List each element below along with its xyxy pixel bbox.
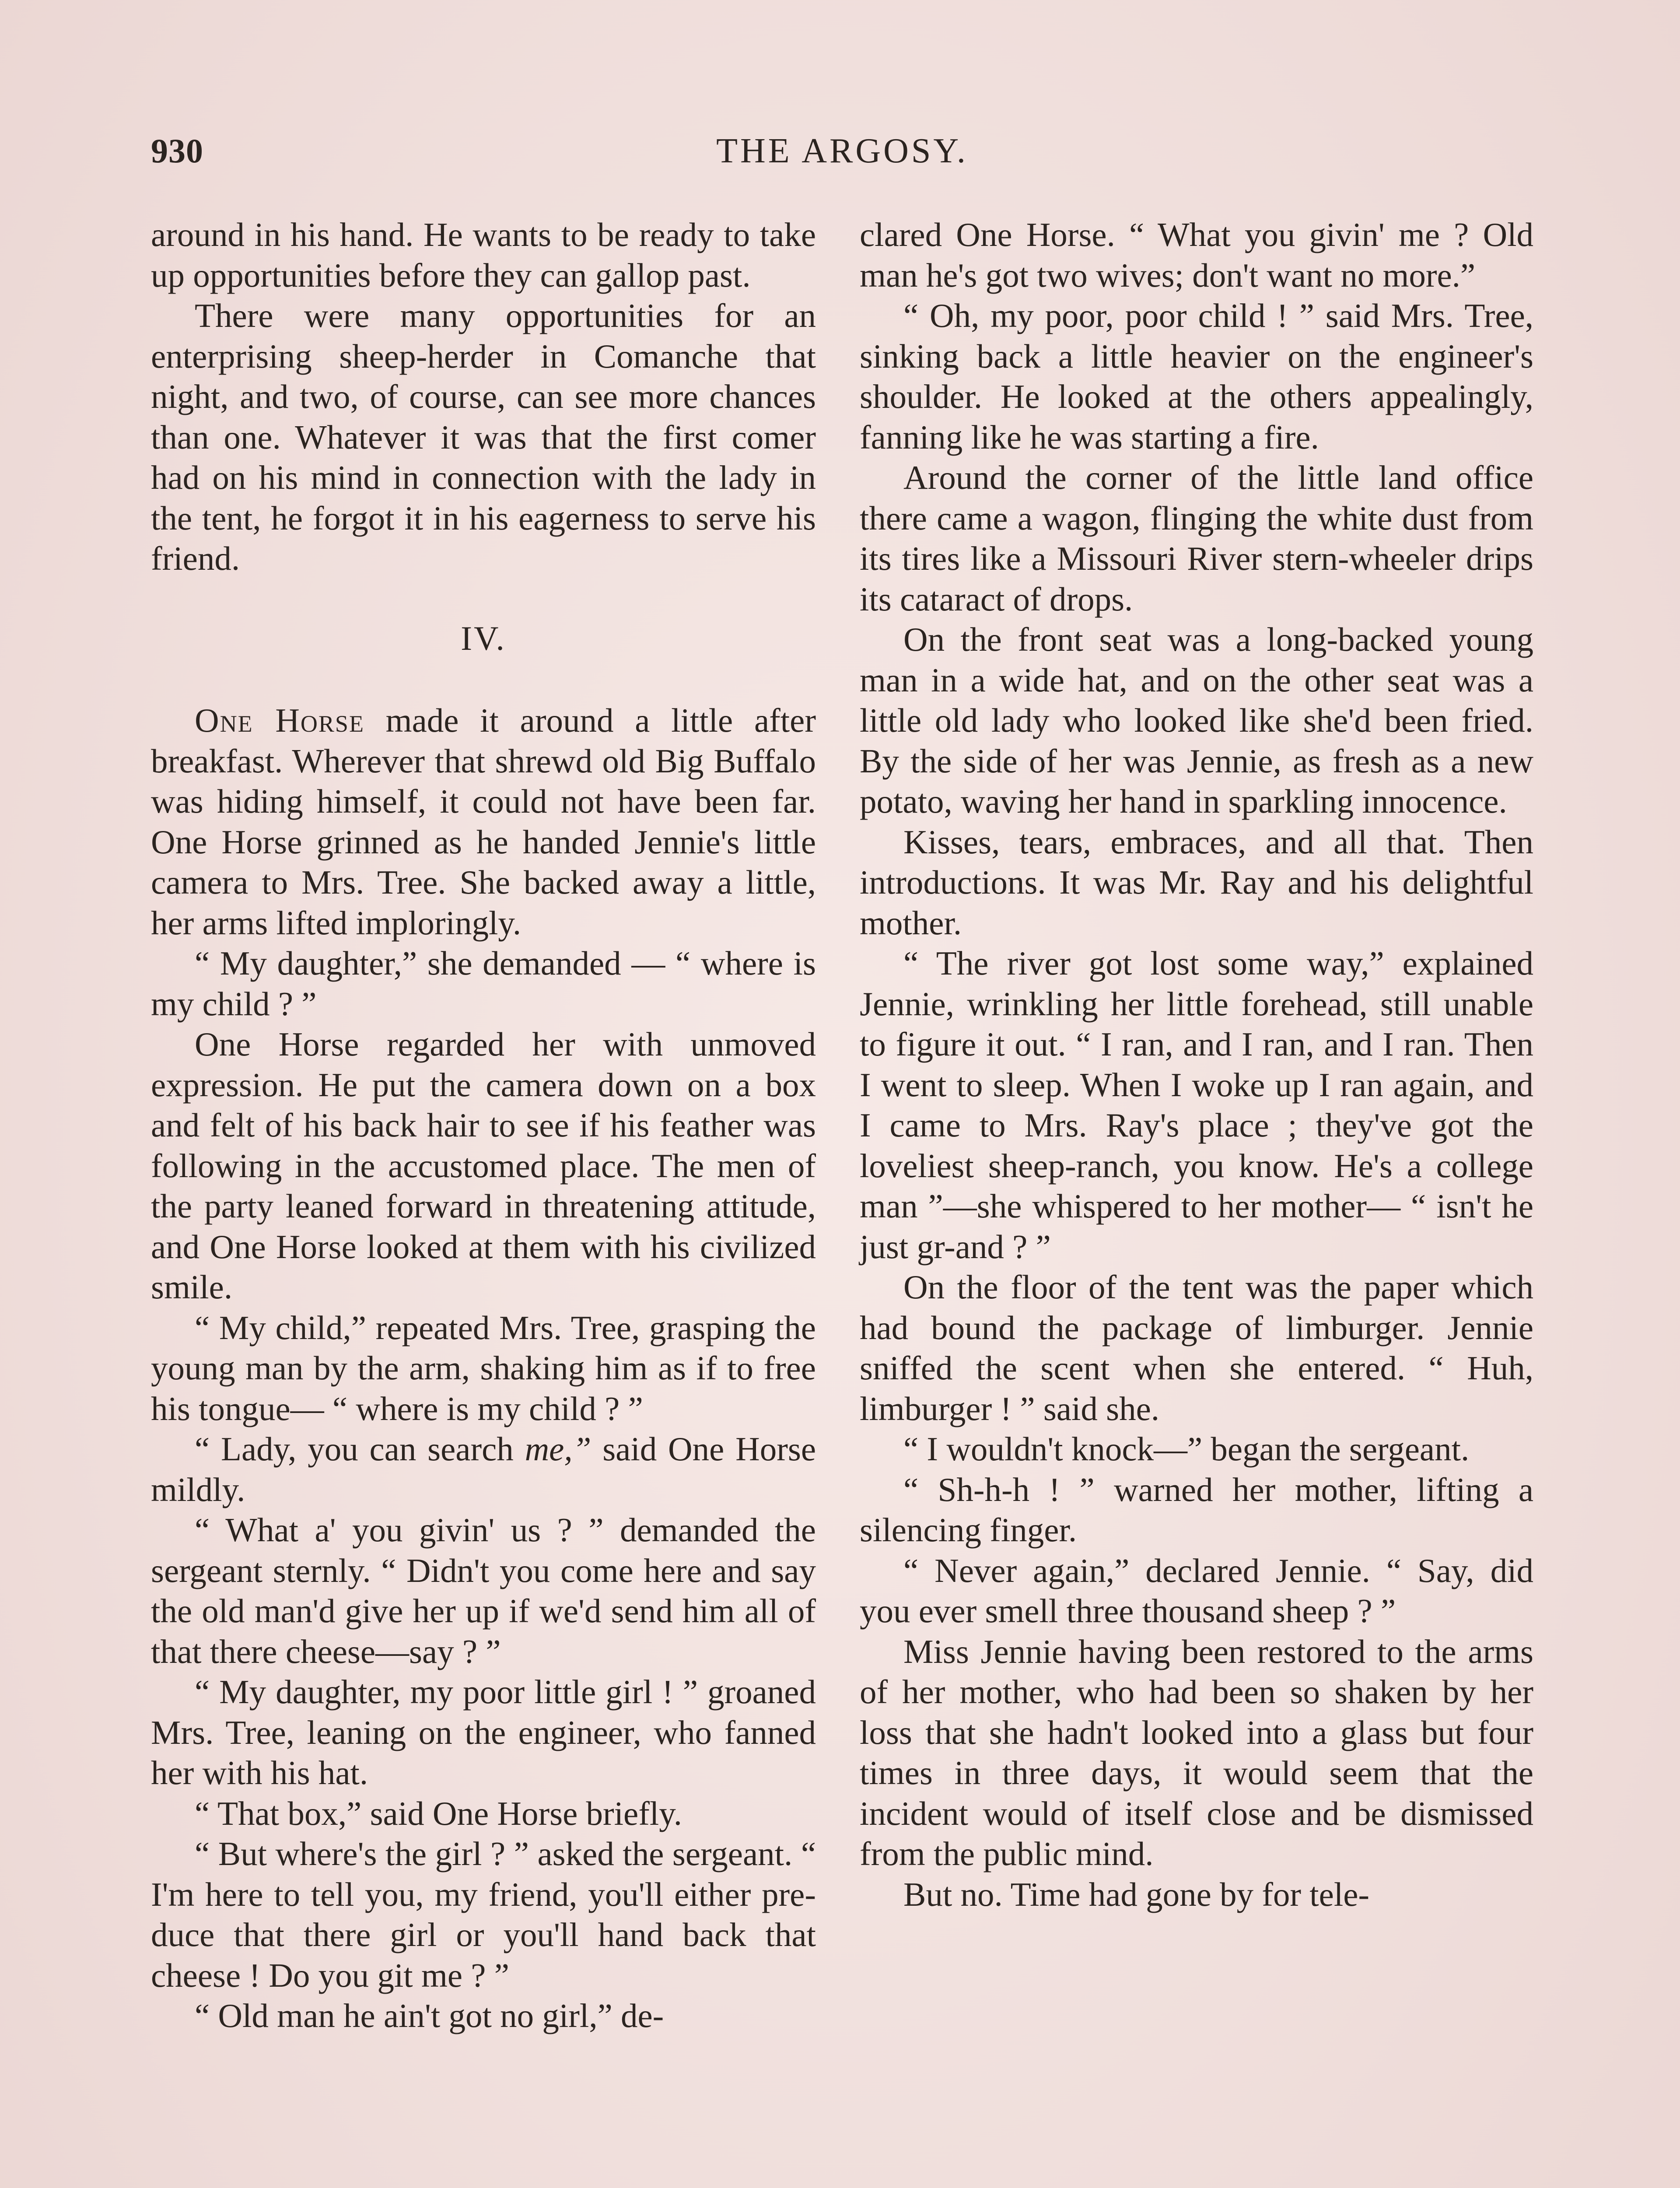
paragraph: “ What a' you givin' us ? ” demanded the sergeant sternly. “ Didn't you come here and say the old man'd give her up if we'd send him all of that there cheese—say ? ” — [151, 1511, 816, 1670]
paragraph: “ That box,” said One Horse briefly. — [195, 1794, 682, 1832]
paragraph: “ Sh-h-h ! ” warned her mother, lifting a silencing finger. — [860, 1470, 1533, 1549]
section-heading: IV. — [461, 619, 506, 657]
paragraph: One Horse regarded her with unmoved expression. He put the camera down on a box and felt of his back hair to see if his feather was following in the accustomed place. The men of the party leaned forward in threatening attitude, and One Horse looked at them with his civilized smile. — [151, 1025, 816, 1306]
paragraph: “ My child,” repeated Mrs. Tree, grasping the young man by the arm, shaking him as if to free his tongue— “ where is my child ? ” — [151, 1308, 816, 1427]
paragraph-text: made it around a little after breakfast. Wherever that shrewd old Big Buffalo was hiding himself, it could not have been far. One Horse grinned as he handed Jennie's little camera to Mrs. Tree. She backed away a little, her arms lifted imploringly. — [151, 701, 816, 942]
right-column — [860, 214, 1533, 1914]
italic-text: me,” — [525, 1430, 592, 1468]
paragraph: “ My daughter,” she demanded — “ where is my child ? ” — [151, 944, 816, 1023]
paragraph: Around the corner of the little land office there came a wagon, flinging the white dust from its tires like a Missouri River stern-wheeler drips its cataract of drops. — [860, 459, 1533, 618]
page-header — [151, 131, 1533, 179]
paragraph: “ But where's the girl ? ” asked the sergeant. “ I'm here to tell you, my friend, you'll either pre-duce that there girl or you'll hand back that cheese ! Do you git me ? ” — [151, 1835, 816, 1994]
paragraph: Kisses, tears, embraces, and all that. Then introductions. It was Mr. Ray and his delightful mother. — [860, 823, 1533, 942]
paragraph: “ The river got lost some way,” explained Jennie, wrinkling her little forehead, still unable to figure it out. “ I ran, and I ran, and I ran. Then I went to sleep. When I woke up I ran again, and I came to Mrs. Ray's place ; they've got the loveliest sheep-ranch, you know. He's a college man ”—she whispered to her mother— “ isn't he just gr-and ? ” — [860, 944, 1533, 1266]
paragraph: “ Old man he ain't got no girl,” de- — [195, 1997, 664, 2034]
paragraph: On the floor of the tent was the paper which had bound the package of limburger. Jennie sniffed the scent when she entered. “ Huh, limburger ! ” said she. — [860, 1268, 1533, 1427]
paragraph: clared One Horse. “ What you givin' me ? Old man he's got two wives; don't want no more.” — [860, 216, 1533, 294]
paragraph: around in his hand. He wants to be ready to take up opportunities before they can gallop past. — [151, 216, 816, 294]
paragraph: “ Oh, my poor, poor child ! ” said Mrs. Tree, sinking back a little heavier on the engineer's shoulder. He looked at the others appealingly, fanning like he was starting a fire. — [860, 297, 1533, 456]
paragraph-text: said One Horse mildly. — [151, 1430, 816, 1508]
paragraph: “ My daughter, my poor little girl ! ” groaned Mrs. Tree, leaning on the engineer, who fanned her with his hat. — [151, 1673, 816, 1792]
paragraph: But no. Time had gone by for tele- — [903, 1875, 1370, 1913]
paragraph: Miss Jennie having been restored to the arms of her mother, who had been so shaken by her loss that she hadn't looked into a glass but four times in three days, it would seem that the incident would of itself close and be dismissed from the public mind. — [860, 1632, 1533, 1872]
paragraph-text: “ Lady, you can search — [195, 1430, 525, 1468]
section-opening-paragraph — [151, 700, 816, 943]
paragraph: There were many opportunities for an enterprising sheep-herder in Comanche that night, and two, of course, can see more chances than one. Whatever it was that the first comer had on his mind in connection with the lady in the tent, he forgot it in his eagerness to serve his friend. — [151, 297, 816, 577]
smallcaps-name: One Horse — [195, 701, 364, 739]
page-number: 930 — [151, 132, 203, 170]
running-title: THE ARGOSY. — [716, 132, 968, 170]
paragraph: “ I wouldn't knock—” began the sergeant. — [903, 1430, 1470, 1468]
paragraph: On the front seat was a long-backed young man in a wide hat, and on the other seat was a little old lady who looked like she'd been fried. By the side of her was Jennie, as fresh as a new potato, waving her hand in sparkling innocence. — [860, 621, 1533, 820]
paragraph — [151, 1429, 816, 1510]
left-column — [151, 214, 816, 2036]
paragraph: “ Never again,” declared Jennie. “ Say, did you ever smell three thousand sheep ? ” — [860, 1551, 1533, 1630]
